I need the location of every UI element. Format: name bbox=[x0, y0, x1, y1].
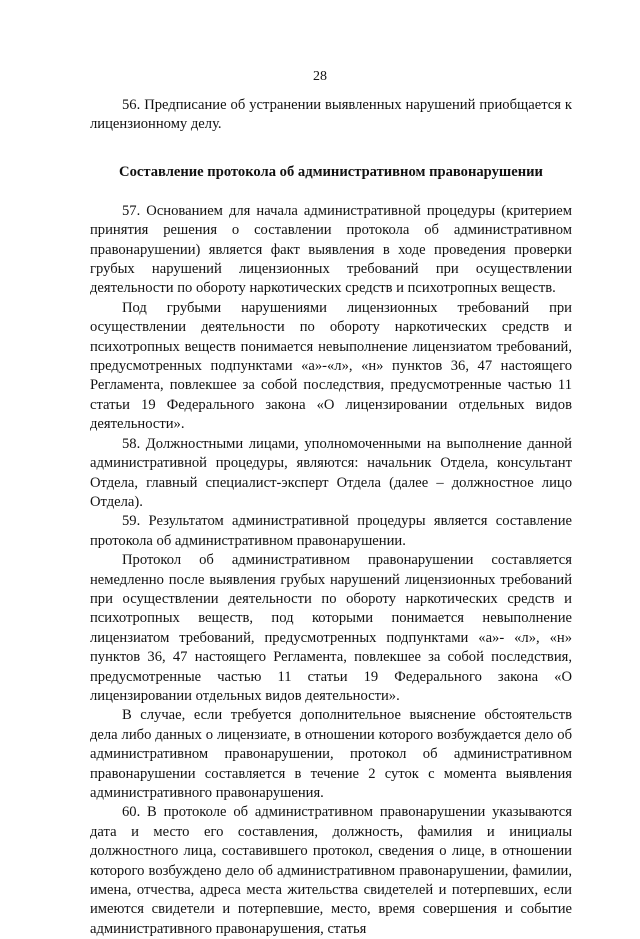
section-heading: Составление протокола об административном правонарушении bbox=[119, 163, 543, 180]
paragraph-60: 60. В протоколе об административном правонарушении указываются дата и место его составления, должность, фамилия и инициалы должностного лица, составившего протокол, сведения о лице, в отношении которого возбуждено дело об административном правонарушении, фамилии, имена, отчества, адреса места жительства свидетелей и потерпевших, если имеются свидетели и потерпевшие, место, время совершения и событие административного правонарушения, статья bbox=[90, 804, 572, 937]
paragraph-58: 58. Должностными лицами, уполномоченными на выполнение данной административной процедуры, являются: начальник Отдела, консультант Отдела, главный специалист-эксперт Отдела (далее – должностное лицо Отдела). bbox=[90, 435, 572, 510]
paragraph-57: 57. Основанием для начала административной процедуры (критерием принятия решения о составлении протокола об административном правонарушении) является факт выявления в ходе проведения проверки грубых нарушений лицензионных требований при осуществлении деятельности по обороту наркотических средств и психотропных веществ. bbox=[90, 202, 572, 297]
page-number: 28 bbox=[313, 69, 327, 84]
paragraph-protocol-drawn: Протокол об административном правонарушении составляется немедленно после выявления грубых нарушений лицензионных требований при осуществлении деятельности по обороту наркотических средств и психотропных веществ, под которыми понимается невыполнение лицензиатом требований, предусмотренных подпунктами «а»- «л», «н» пунктов 36, 47 настоящего Регламента, повлекшее за собой последствия, предусмотренные частью 11 статьи 19 Федерального закона «О лицензировании отдельных видов деятельности». bbox=[90, 552, 572, 704]
paragraph-gross-violations: Под грубыми нарушениями лицензионных требований при осуществлении деятельности по обороту наркотических средств и психотропных веществ понимается невыполнение лицензиатом требований, предусмотренных подпунктами «а»-«л», «н» пунктов 36, 47 настоящего Регламента, повлекшее за собой последствия, предусмотренные частью 11 статьи 19 Федерального закона «О лицензировании отдельных видов деятельности». bbox=[90, 299, 572, 433]
document-body bbox=[90, 96, 572, 939]
paragraph-59: 59. Результатом административной процедуры является составление протокола об административном правонарушении. bbox=[90, 513, 572, 549]
paragraph-additional-clarification: В случае, если требуется дополнительное выяснение обстоятельств дела либо данных о лицензиате, в отношении которого возбуждается дело об административном правонарушении, протокол об административном правонарушении составляется в течение 2 суток с момента выявления административного правонарушения. bbox=[90, 707, 572, 801]
paragraph-56: 56. Предписание об устранении выявленных нарушений приобщается к лицензионному делу. bbox=[90, 97, 572, 133]
